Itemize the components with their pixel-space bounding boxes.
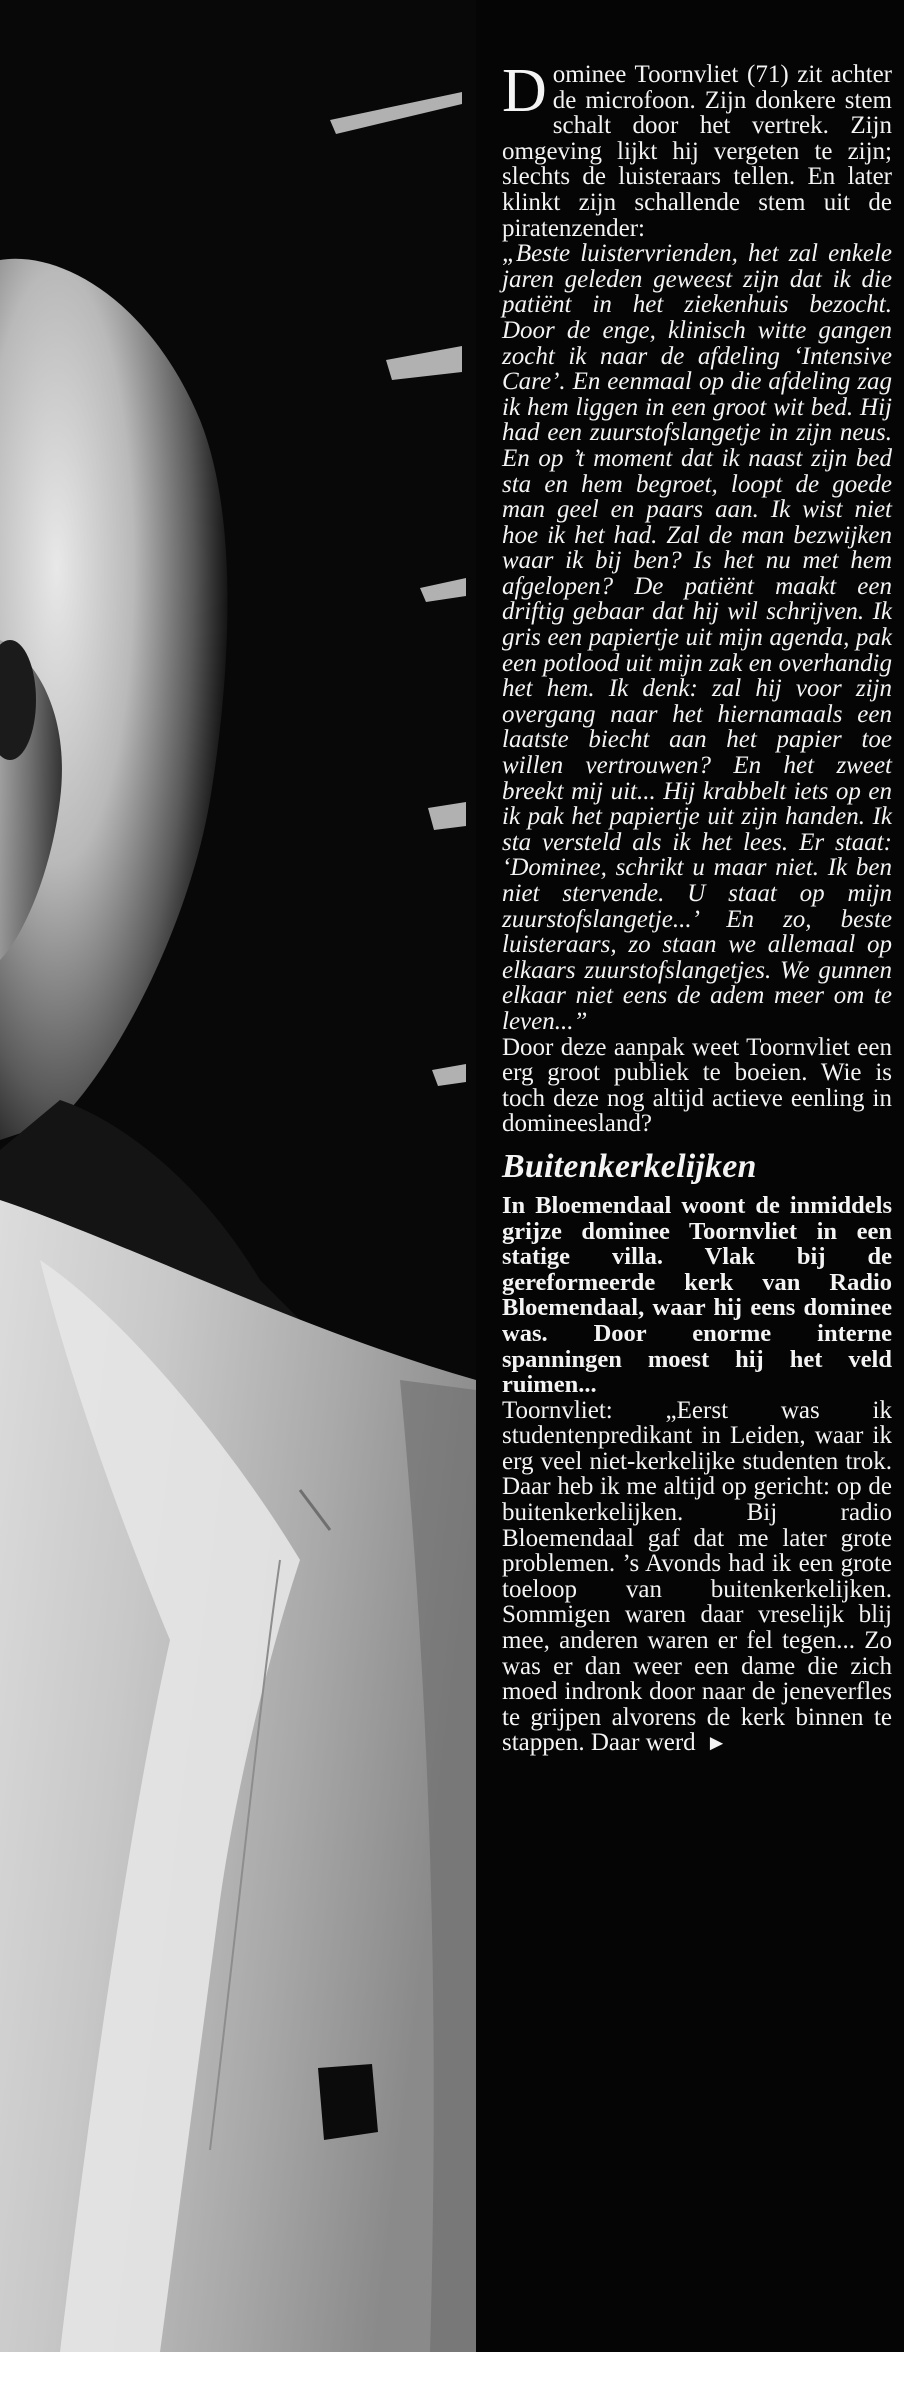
drop-cap: D [502, 57, 547, 125]
section-lead: In Bloemendaal woont de inmiddels grijze dominee Toornvliet in een statige villa. Vlak bij de gereformeerde kerk van Radio Bloemendaal, waar hij eens dominee was. Door enorme interne spanningen moest hij het veld ruimen... [502, 1191, 892, 1399]
radio-quote: „Beste luistervrienden, het zal enkele jaren geleden geweest zijn dat ik die patiënt in het ziekenhuis bezocht. Door de enge, klinisch witte gangen zocht ik naar de afdeling ‘Intensive Care’. En eenmaal op die afdeling zag ik hem liggen in een groot wit bed. Hij had een zuurstofslangetje in zijn neus. En op ’t moment dat ik naast zijn bed sta en hem begroet, loopt de goede man geel en paars aan. Ik wist niet hoe ik het had. Zal de man bezwijken waar ik bij ben? Is het nu met hem afgelopen? De patiënt maakt een driftig gebaar dat hij wil schrijven. Ik gris een papiertje uit mijn agenda, pak een potlood uit mijn zak en overhandig het hem. Ik denk: zal hij voor zijn overgang naar het hiernamaals een laatste biecht aan het papier toe willen vertrouwen? En het zweet breekt mij uit... Hij krabbelt iets op en ik pak het papiertje uit zijn handen. Ik sta versteld als ik het lees. Er staat: ‘Dominee, schrikt u maar niet. Ik ben niet stervende. U staat op mijn zuurstofslangetje...’ En zo, beste luisteraars, zo staan we allemaal op elkaars zuurstofslangetjes. We gunnen elkaar niet eens de adem meer om te leven...” [502, 240, 892, 1035]
article-column [502, 57, 892, 1757]
continue-arrow-icon: ► [705, 1730, 728, 1756]
intro-text: ominee Toornvliet (71) zit achter de microfoon. Zijn donkere stem schalt door het vertrek. Zijn omgeving lijkt hij vergeten te zijn; slechts de luisteraars tellen. En later klinkt zijn schallende stem uit de piratenzender: [502, 61, 892, 242]
after-quote-paragraph: Door deze aanpak weet Toornvliet een erg groot publiek te boeien. Wie is toch deze nog altijd actieve eenling in domineesland? [502, 1033, 892, 1138]
section-heading: Buitenkerkelijken [502, 1147, 757, 1185]
section-body [502, 1398, 892, 1756]
intro-paragraph [502, 57, 892, 242]
section-body-text: Toornvliet: „Eerst was ik studentenpredikant in Leiden, waar ik erg veel niet-kerkelijke studenten trok. Daar heb ik me altijd op gericht: op de buitenkerkelijken. Bij radio Bloemendaal gaf dat me later grote problemen. ’s Avonds had ik een grote toeloop van buitenkerkelijken. Sommigen waren daar vreselijk blij mee, anderen waren er fel tegen... Zo was er dan weer een dame die zich moed indronk door naar de jeneverfles te grijpen alvorens de kerk binnen te stappen. Daar werd [502, 1396, 892, 1757]
